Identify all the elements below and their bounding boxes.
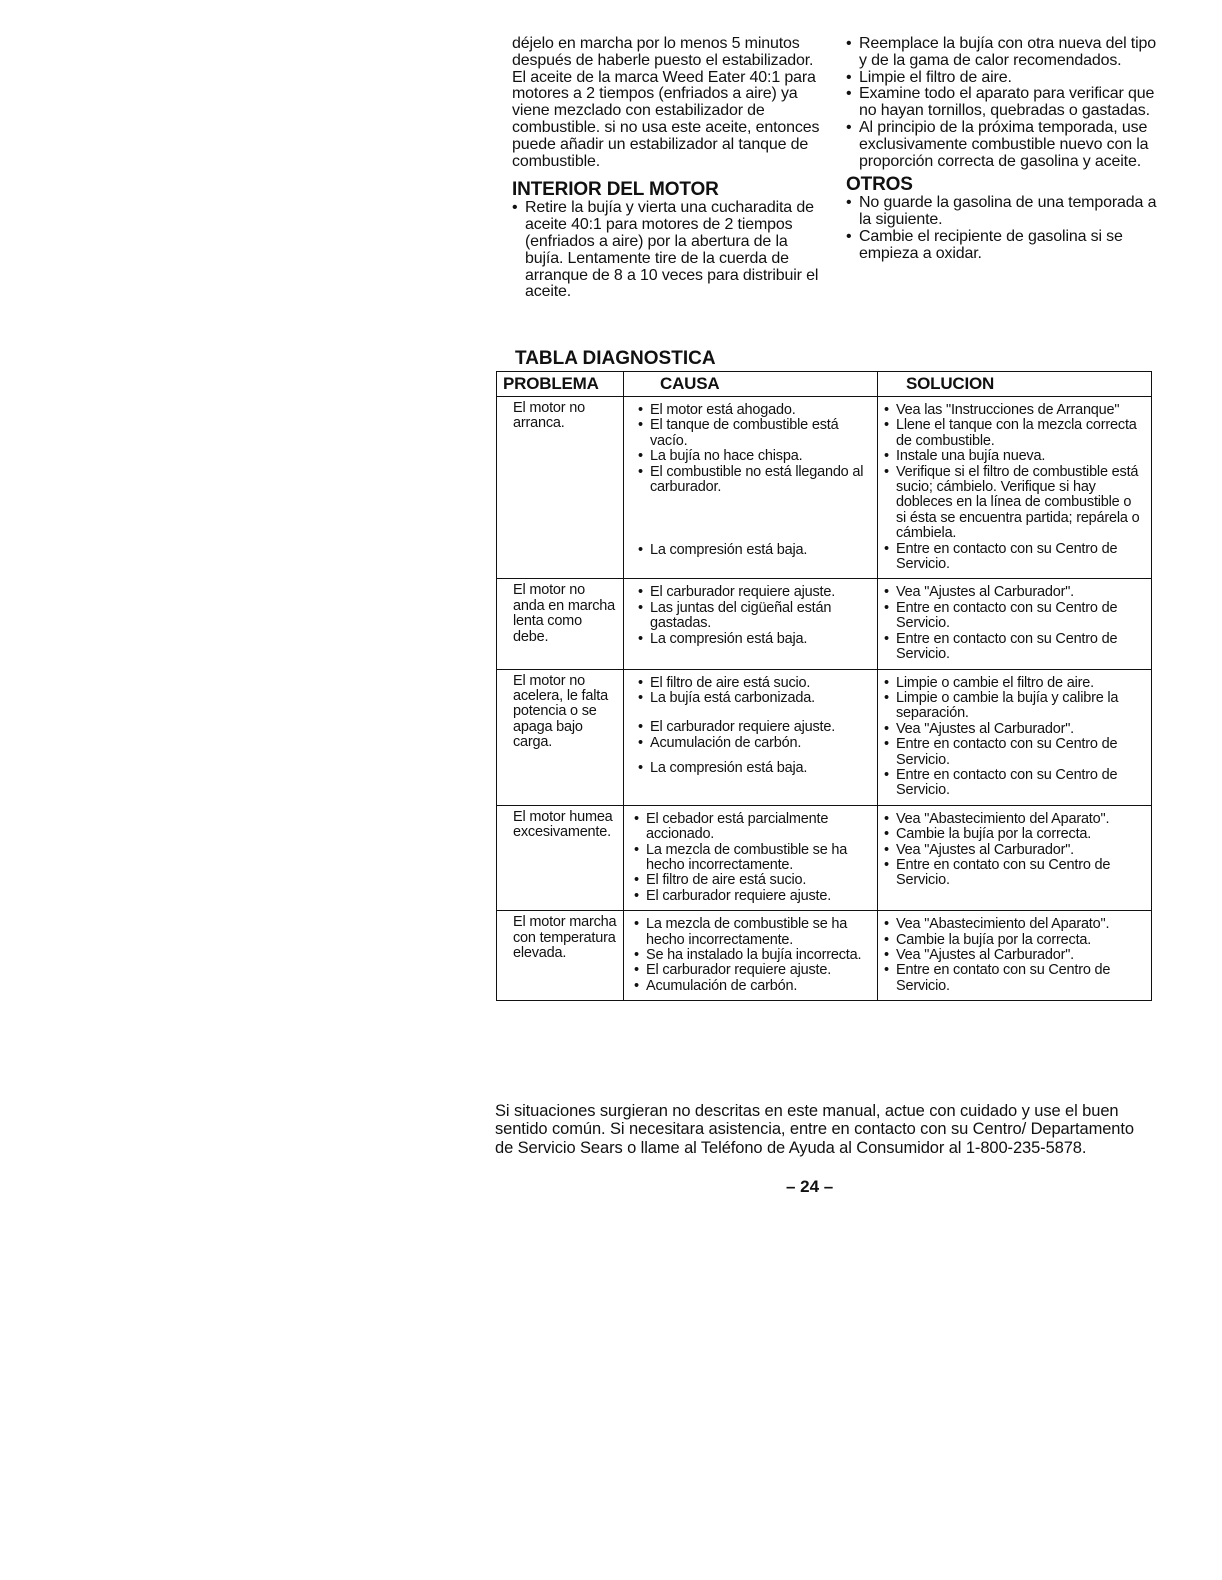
solution-item: • Vea "Ajustes al Carburador". xyxy=(884,585,1145,600)
header-problema: PROBLEMA xyxy=(497,372,624,397)
diagnostic-table xyxy=(496,371,1152,1001)
solution-cell xyxy=(878,397,1152,579)
cause-item: • La mezcla de combustible se ha hecho incorrectamente. xyxy=(634,917,871,948)
cause-cell xyxy=(624,579,878,669)
table-row xyxy=(497,669,1152,805)
solution-item: • Vea "Ajustes al Carburador". xyxy=(884,722,1145,737)
cause-item: • La mezcla de combustible se ha hecho incorrectamente. xyxy=(634,843,871,874)
right-column xyxy=(846,36,1166,263)
cause-item: • Acumulación de carbón. xyxy=(638,736,871,751)
cause-item: • La compresión está baja. xyxy=(638,543,871,558)
cause-item: • El filtro de aire está sucio. xyxy=(638,676,871,691)
problem-cell: El motor marcha con temperatura elevada. xyxy=(497,911,624,1001)
list-item: • Limpie el filtro de aire. xyxy=(846,70,1166,87)
solution-item: • Entre en contacto con su Centro de Servicio. xyxy=(884,768,1145,799)
solution-cell xyxy=(878,805,1152,910)
table-title: TABLA DIAGNOSTICA xyxy=(515,348,716,369)
solution-item: • Vea "Ajustes al Carburador". xyxy=(884,843,1145,858)
maintenance-list xyxy=(846,36,1166,170)
solution-item: • Vea "Abastecimiento del Aparato". xyxy=(884,917,1145,932)
solution-item: • Cambie la bujía por la correcta. xyxy=(884,933,1145,948)
list-item: • Retire la bujía y vierta una cucharadita de aceite 40:1 para motores de 2 tiempos (enfriados a aire) por la abertura de la bujía. Lentamente tire de la cuerda de arranque de 8 a 10 veces para distribuir el aceite. xyxy=(512,200,830,301)
solution-item: • Entre en contacto con su Centro de Servicio. xyxy=(884,737,1145,768)
cause-item: • El carburador requiere ajuste. xyxy=(638,585,871,600)
interior-motor-list xyxy=(512,200,830,301)
solution-item: • Entre en contacto con su Centro de Servicio. xyxy=(884,542,1145,573)
cause-item: • Acumulación de carbón. xyxy=(634,979,871,994)
cause-item: • El tanque de combustible está vacío. xyxy=(638,418,871,449)
cause-item: • El motor está ahogado. xyxy=(638,403,871,418)
table-row xyxy=(497,911,1152,1001)
table-row xyxy=(497,397,1152,579)
cause-item: • El filtro de aire está sucio. xyxy=(634,873,871,888)
list-item: • No guarde la gasolina de una temporada a la siguiente. xyxy=(846,195,1166,229)
solution-item: • Cambie la bujía por la correcta. xyxy=(884,827,1145,842)
cause-item: • La compresión está baja. xyxy=(638,632,871,647)
problem-cell: El motor humea excesivamente. xyxy=(497,805,624,910)
header-causa: CAUSA xyxy=(624,372,878,397)
section-heading-otros: OTROS xyxy=(846,174,913,196)
cause-item: • El cebador está parcialmente accionado. xyxy=(634,812,871,843)
list-item: • Examine todo el aparato para verificar que no hayan tornillos, quebradas o gastadas. xyxy=(846,86,1166,120)
cause-item: • Las juntas del cigüeñal están gastadas. xyxy=(638,601,871,632)
solution-item: • Llene el tanque con la mezcla correcta de combustible. xyxy=(884,418,1145,449)
left-column xyxy=(512,36,830,301)
cause-item: • El carburador requiere ajuste. xyxy=(634,889,871,904)
solution-item: • Verifique si el filtro de combustible está sucio; cámbielo. Verifique si hay dobleces en la línea de combustible o si ésta se encuentra partida; repárela o cámbiela. xyxy=(884,465,1145,542)
solution-cell xyxy=(878,579,1152,669)
solution-item: • Entre en contacto con su Centro de Servicio. xyxy=(884,601,1145,632)
solution-cell xyxy=(878,911,1152,1001)
problem-cell: El motor no acelera, le falta potencia o se apaga bajo carga. xyxy=(497,669,624,805)
cause-cell xyxy=(624,669,878,805)
intro-paragraph: déjelo en marcha por lo menos 5 minutos después de haberle puesto el estabilizador. El aceite de la marca Weed Eater 40:1 para motores a 2 tiempos (enfriados a aire) ya viene mezclado con estabilizador de combustible. si no usa este aceite, entonces puede añadir un estabilizador al tanque de combustible. xyxy=(512,35,820,170)
solution-cell xyxy=(878,669,1152,805)
solution-item: • Vea "Ajustes al Carburador". xyxy=(884,948,1145,963)
solution-item: • Entre en contacto con su Centro de Servicio. xyxy=(884,632,1145,663)
solution-item: • Limpie o cambie la bujía y calibre la separación. xyxy=(884,691,1145,722)
table-row xyxy=(497,805,1152,910)
cause-item: • El combustible no está llegando al carburador. xyxy=(638,465,871,496)
solution-item: • Entre en contato con su Centro de Servicio. xyxy=(884,963,1145,994)
table-row xyxy=(497,579,1152,669)
cause-item: • La bujía no hace chispa. xyxy=(638,449,871,464)
cause-item: • La bujía está carbonizada. xyxy=(638,691,871,706)
cause-cell xyxy=(624,805,878,910)
solution-item: • Entre en contato con su Centro de Servicio. xyxy=(884,858,1145,889)
closing-paragraph: Si situaciones surgieran no descritas en este manual, actue con cuidado y use el buen sentido común. Si necesitara asistencia, entre en contacto con su Centro/ Departamento de Servicio Sears o llame al Teléfono de Ayuda al Consumidor al 1-800-235-5878. xyxy=(495,1101,1134,1158)
solution-item: • Limpie o cambie el filtro de aire. xyxy=(884,676,1145,691)
page-number: – 24 – xyxy=(786,1177,834,1196)
table-header-row xyxy=(497,372,1152,397)
cause-item: • La compresión está baja. xyxy=(638,761,871,776)
otros-list xyxy=(846,195,1166,262)
list-item: • Reemplace la bujía con otra nueva del tipo y de la gama de calor recomendados. xyxy=(846,36,1166,70)
cause-cell xyxy=(624,911,878,1001)
solution-item: • Vea "Abastecimiento del Aparato". xyxy=(884,812,1145,827)
problem-cell: El motor no arranca. xyxy=(497,397,624,579)
solution-item: • Instale una bujía nueva. xyxy=(884,449,1145,464)
solution-item: • Vea las "Instrucciones de Arranque" xyxy=(884,403,1145,418)
cause-item: • El carburador requiere ajuste. xyxy=(634,963,871,978)
problem-cell: El motor no anda en marcha lenta como debe. xyxy=(497,579,624,669)
section-heading-interior-motor: INTERIOR DEL MOTOR xyxy=(512,179,719,201)
list-item: • Al principio de la próxima temporada, use exclusivamente combustible nuevo con la proporción correcta de gasolina y aceite. xyxy=(846,120,1166,170)
cause-item: • El carburador requiere ajuste. xyxy=(638,720,871,735)
list-item: • Cambie el recipiente de gasolina si se empieza a oxidar. xyxy=(846,229,1166,263)
cause-cell xyxy=(624,397,878,579)
cause-item: • Se ha instalado la bujía incorrecta. xyxy=(634,948,871,963)
header-solucion: SOLUCION xyxy=(878,372,1152,397)
